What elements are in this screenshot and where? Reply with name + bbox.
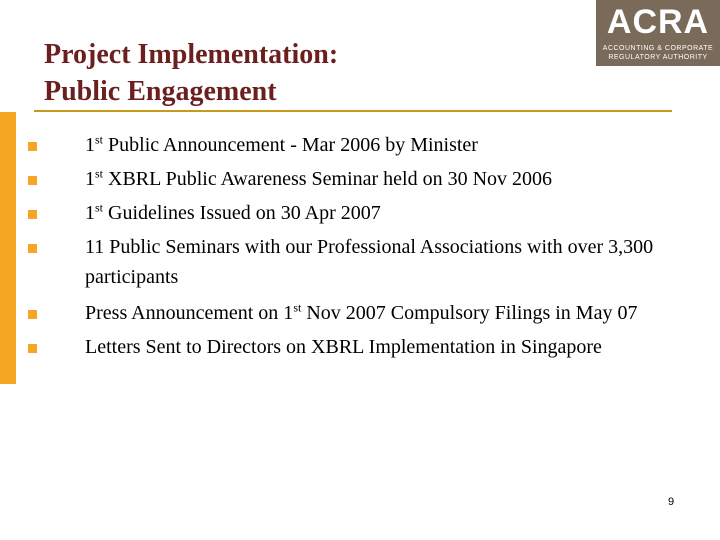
bullet-marker-icon — [28, 176, 37, 185]
page-number: 9 — [668, 496, 675, 508]
bullet-marker-icon — [28, 142, 37, 151]
title-divider — [34, 110, 672, 112]
bullet-item: 11 Public Seminars with our Professional Associations with over 3,300 participants — [28, 232, 678, 292]
bullet-list — [28, 130, 678, 362]
bullet-marker-icon — [28, 344, 37, 353]
logo-subtitle-line-1: ACCOUNTING & CORPORATE — [602, 45, 714, 52]
left-accent-bar — [0, 112, 16, 384]
bullet-marker-icon — [28, 310, 37, 319]
bullet-marker-icon — [28, 244, 37, 253]
bullet-item: 1st Public Announcement - Mar 2006 by Minister — [28, 130, 678, 160]
bullet-item: Press Announcement on 1st Nov 2007 Compulsory Filings in May 07 — [28, 298, 678, 328]
title-line-1: Project Implementation: — [44, 39, 339, 70]
bullet-item: Letters Sent to Directors on XBRL Implementation in Singapore — [28, 332, 678, 362]
title-line-2: Public Engagement — [44, 76, 277, 107]
slide-title — [44, 36, 338, 110]
logo-wordmark: ACRA — [606, 3, 710, 41]
bullet-marker-icon — [28, 210, 37, 219]
logo-subtitle-line-2: REGULATORY AUTHORITY — [608, 54, 708, 61]
acra-logo — [596, 0, 720, 66]
bullet-item: 1st Guidelines Issued on 30 Apr 2007 — [28, 198, 678, 228]
bullet-item: 1st XBRL Public Awareness Seminar held on 30 Nov 2006 — [28, 164, 678, 194]
